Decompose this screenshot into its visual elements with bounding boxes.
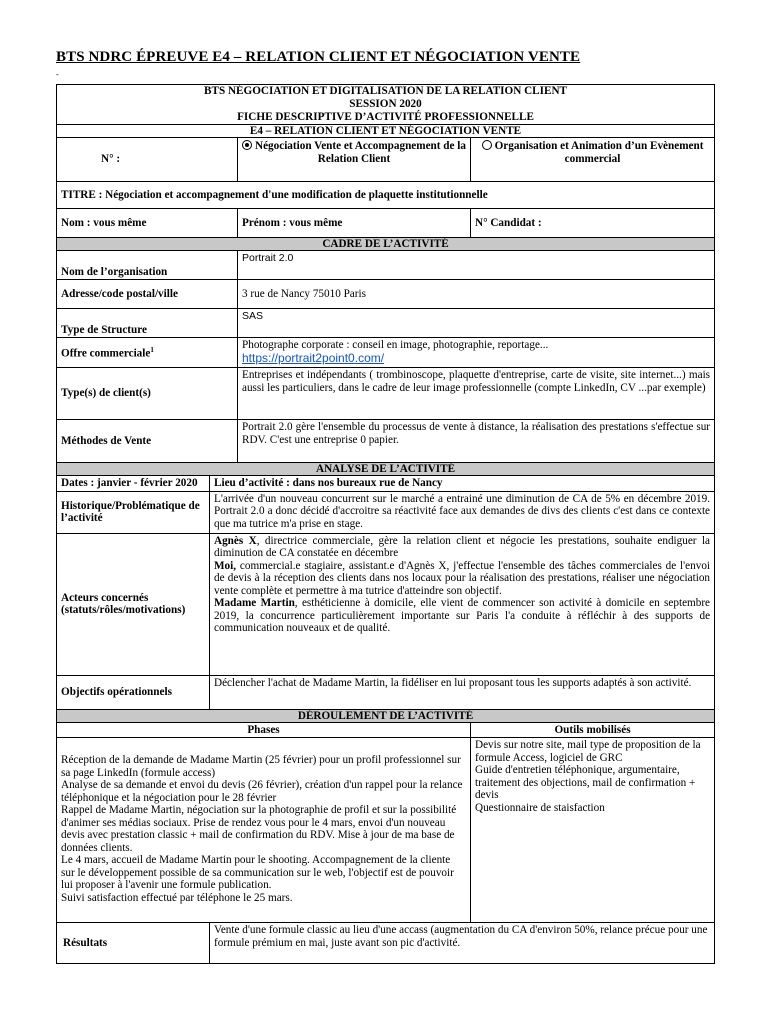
- header-line-1: BTS NÉGOCIATION ET DIGITALISATION DE LA RELATION CLIENT: [204, 85, 567, 97]
- outil-item: Devis sur notre site, mail type de proposition de la formule Access, logiciel de GRC: [475, 739, 701, 764]
- activity-form: [56, 84, 715, 964]
- radio-unselected-icon[interactable]: [482, 140, 492, 150]
- footnote-marker: 1: [150, 346, 154, 355]
- methodes-value: Portrait 2.0 gère l'ensemble du processus de vente à distance, la réalisation des prestations s'effectue sur RDV. C'est une entreprise 0 papier.: [238, 420, 715, 463]
- phase-item: Le 4 mars, accueil de Madame Martin pour le shooting. Accompagnement de la cliente sur le développement possible de sa communication sur le web, l'objectif est de pouvoir lui proposer à l'avenir une formule publication.: [61, 854, 454, 891]
- offre-text: Photographe corporate : conseil en image, photographie, reportage...: [242, 339, 549, 351]
- option-evenement[interactable]: [471, 138, 715, 182]
- page-mark: -: [56, 70, 59, 79]
- acteur-agnes: Agnès X: [214, 534, 257, 547]
- adresse-value: 3 rue de Nancy 75010 Paris: [238, 280, 715, 309]
- phases-cell: [57, 738, 471, 923]
- resultats-value: Vente d'une formule classic au lieu d'une accass (augmentation du CA d'environ 50%, relance précue pour une formule prémium en mai, juste avant son pic d'activité.: [210, 923, 715, 964]
- methodes-label: Méthodes de Vente: [57, 420, 238, 463]
- acteur-martin: Madame Martin: [214, 597, 295, 609]
- historique-label: Historique/Problématique de l’activité: [57, 491, 210, 533]
- epreuve-title: E4 – RELATION CLIENT ET NÉGOCIATION VENTE: [57, 125, 715, 138]
- phase-item: Rappel de Madame Martin, négociation sur la photographie de profil et sur la possibilité d'animer ses médias sociaux. Prise de rendez vous pour le 4 mars, envoi d'un nouveau devis avec prestation classic + mail de confirmation du RDV. Mise à jour de ma base de données clients.: [61, 804, 457, 854]
- deroulement-heading: DÉROULEMENT DE L’ACTIVITÉ: [57, 709, 715, 722]
- outils-cell: [471, 738, 715, 923]
- analyse-heading: ANALYSE DE L’ACTIVITÉ: [57, 463, 715, 476]
- page-title: BTS NDRC ÉPREUVE E4 – RELATION CLIENT ET NÉGOCIATION VENTE: [56, 49, 581, 65]
- structure-label: Type de Structure: [57, 309, 238, 338]
- phase-item: Réception de la demande de Madame Martin (25 février) pour un profil professionnel sur sa page LinkedIn (formule access): [61, 754, 461, 779]
- radio-selected-icon[interactable]: [242, 140, 252, 150]
- option-negociation-label: Négociation Vente et Accompagnement de la Relation Client: [255, 140, 466, 165]
- outil-item: Questionnaire de staisfaction: [475, 801, 605, 814]
- resultats-label: Résultats: [57, 923, 210, 964]
- dates-field: Dates : janvier - février 2020: [57, 476, 210, 492]
- acteurs-label: Acteurs concernés (statuts/rôles/motivations): [57, 533, 210, 675]
- objectifs-value: Déclencher l'achat de Madame Martin, la fidéliser en lui proposant tous les supports adaptés à son activité.: [210, 675, 715, 709]
- phase-item: Suivi satisfaction effectué par téléphone le 25 mars.: [61, 891, 293, 904]
- org-value: Portrait 2.0: [238, 251, 715, 280]
- numero-label: N° :: [57, 138, 238, 182]
- structure-value: SAS: [238, 309, 715, 338]
- clients-value: Entreprises et indépendants ( trombinoscope, plaquette d'entreprise, carte de visite, site internet...) mais aussi les particuliers, dans le cadre de leur image professionnelle (compte LinkedIn, CV ...par exemple): [238, 368, 715, 420]
- header-line-3: FICHE DESCRIPTIVE D’ACTIVITÉ PROFESSIONNELLE: [237, 111, 534, 123]
- acteurs-value: Agnès X, directrice commerciale, gère la relation client et négocie les prestations, souhaite endiguer la diminution de CA constatée en décembre Moi, commercial.e stagiaire, assistant.e d'Agnès X, j'effectue l'ensemble des tâches commerciales de l'envoi de devis à la réception des clients dans nos locaux pour la réalisation des prestations, réaliser une négociation vente complète et permettre à ma tutrice d'atteindre son objectif. Madame Martin, esthéticienne à domicile, elle vient de commencer son activité à domicile en septembre 2019, la concurrence particulièrement importante sur Paris l'a conduite à réfléchir à des supports de communication nouveaux et de qualité.: [210, 533, 715, 675]
- prenom-field: Prénom : vous même: [238, 209, 471, 238]
- cadre-heading: CADRE DE L’ACTIVITÉ: [57, 238, 715, 251]
- adresse-label: Adresse/code postal/ville: [57, 280, 238, 309]
- outil-item: Guide d'entretien téléphonique, argumentaire, traitement des objections, mail de confirmation + devis: [475, 764, 696, 801]
- historique-value: L'arrivée d'un nouveau concurrent sur le marché a entrainé une diminution de CA de 5% en décembre 2019. Portrait 2.0 a donc décidé d'accroitre sa réactivité face aux demandes de divs des clients c'est dans ce contexte que ma tutrice m'a prise en stage.: [210, 491, 715, 533]
- website-link[interactable]: https://portrait2point0.com/: [242, 350, 385, 365]
- phases-header: Phases: [57, 722, 471, 738]
- offre-value: [238, 338, 715, 368]
- clients-label: Type(s) de client(s): [57, 368, 238, 420]
- nom-field: Nom : vous même: [57, 209, 238, 238]
- candidat-field: N° Candidat :: [471, 209, 715, 238]
- acteur-moi: Moi,: [214, 559, 237, 572]
- objectifs-label: Objectifs opérationnels: [57, 675, 210, 709]
- outils-header: Outils mobilisés: [471, 722, 715, 738]
- option-negociation[interactable]: [238, 138, 471, 182]
- org-label: Nom de l’organisation: [57, 251, 238, 280]
- activity-title: TITRE : Négociation et accompagnement d'une modification de plaquette institutionnelle: [57, 182, 715, 209]
- phase-item: Analyse de sa demande et envoi du devis (26 février), création d'un rappel pour la relance téléphonique et la négociation pour le 28 février: [61, 779, 463, 804]
- form-header: [57, 85, 715, 125]
- offre-label: Offre commerciale$^1$: [57, 338, 238, 368]
- header-line-2: SESSION 2020: [349, 98, 422, 110]
- lieu-field: Lieu d’activité : dans nos bureaux rue de Nancy: [210, 476, 715, 492]
- option-evenement-label: Organisation et Animation d’un Evènement commercial: [494, 140, 704, 165]
